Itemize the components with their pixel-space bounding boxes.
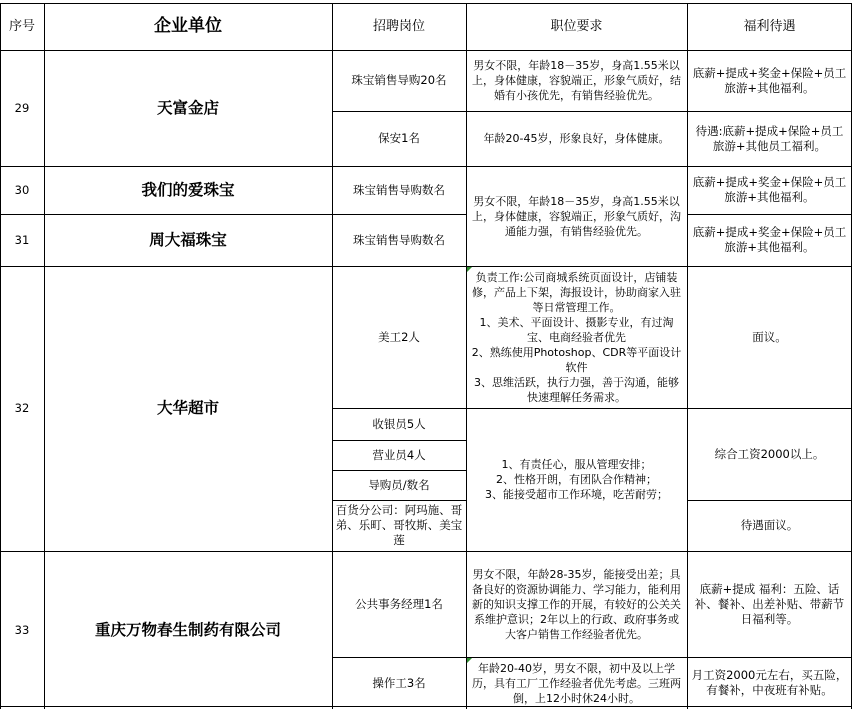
position-33-operator: 操作工3名 xyxy=(372,675,426,690)
header-benefits: 福利待遇 xyxy=(743,19,796,34)
grid-line xyxy=(332,500,466,501)
grid-line xyxy=(687,500,852,501)
requirements-33-manager: 男女不限，年龄28-35岁，能接受出差；具备良好的资源协调能力、学习能力，能利用新的知识支撑工作的开展，有较好的公关关系维护意识；2年以上的行政、政府事务或大客户销售工作经验者优先。 xyxy=(472,567,681,641)
row-no-30: 30 xyxy=(14,182,30,197)
grid-line xyxy=(0,214,466,215)
position-30: 珠宝销售导购数名 xyxy=(353,182,445,197)
header-requirements: 职位要求 xyxy=(550,19,603,34)
company-32: 大华超市 xyxy=(156,399,219,417)
row-no-33: 33 xyxy=(14,622,30,637)
benefits-33-operator: 月工资2000元左右，买五险，有餐补，中夜班有补贴。 xyxy=(691,668,848,697)
requirements-33-operator: 年龄20-40岁，男女不限，初中及以上学历，具有工厂工作经验者优先考虑。三班两倒，上12小时休24小时。 xyxy=(472,661,681,705)
row-no-29: 29 xyxy=(14,100,30,115)
benefits-29-2: 待遇:底薪+提成+保险+员工旅游+其他员工福利。 xyxy=(695,123,844,153)
company-33: 重庆万物春生制药有限公司 xyxy=(94,620,281,639)
grid-line xyxy=(44,3,45,709)
requirements-30-31: 男女不限，年龄18－35岁，身高1.55米以上，身体健康，容貌端正，形象气质好，沟通能力强，有销售经验优先。 xyxy=(472,194,681,238)
grid-line xyxy=(466,3,467,709)
position-31: 珠宝销售导购数名 xyxy=(353,232,445,247)
grid-line xyxy=(0,3,852,4)
grid-line xyxy=(687,214,852,215)
benefits-32-designer: 面议。 xyxy=(752,329,787,344)
company-30: 我们的爱珠宝 xyxy=(141,180,235,199)
header-company: 企业单位 xyxy=(154,16,222,36)
header-position: 招聘岗位 xyxy=(372,19,425,34)
comment-marker-icon xyxy=(467,267,472,272)
requirements-29-1: 男女不限，年龄18－35岁，身高1.55米以上，身体健康，容貌端正，形象气质好，结婚有小孩优先，有销售经验优先。 xyxy=(472,59,681,102)
row-no-32: 32 xyxy=(14,401,30,415)
position-32-guide: 导购员/数名 xyxy=(368,477,430,492)
benefits-32-department: 待遇面议。 xyxy=(740,518,799,532)
requirements-32-designer: 负责工作:公司商城系统页面设计，店铺装修，产品上下架，海报设计，协助商家入驻等日常管理工作。 1、美术、平面设计、摄影专业，有过淘宝、电商经验者优先 2、熟练使用Photoshop、CDR等平面设计软件 3、思维活跃，执行力强，善于沟通，能够快速理解任务需求。 xyxy=(471,270,682,404)
grid-line xyxy=(0,266,852,267)
benefits-29-1: 底薪+提成+奖金+保险+员工旅游+其他福利。 xyxy=(692,65,847,95)
grid-line xyxy=(0,706,852,707)
company-31: 周大福珠宝 xyxy=(149,230,227,249)
grid-line xyxy=(0,166,852,167)
grid-line xyxy=(332,408,852,409)
grid-line xyxy=(332,470,466,471)
requirements-32-shared: 1、有责任心，服从管理安排； 2、性格开朗，有团队合作精神； 3、能接受超市工作环境，吃苦耐劳； xyxy=(485,458,668,501)
grid-line xyxy=(332,111,852,112)
grid-line xyxy=(0,551,852,552)
position-29-1: 珠宝销售导购20名 xyxy=(351,73,447,87)
position-33-manager: 公共事务经理1名 xyxy=(355,596,443,611)
position-32-clerk: 营业员4人 xyxy=(372,447,426,462)
header-no: 序号 xyxy=(8,19,35,34)
grid-line xyxy=(687,3,688,709)
position-32-designer: 美工2人 xyxy=(378,329,420,344)
grid-line xyxy=(0,3,1,709)
benefits-32-shared: 综合工资2000以上。 xyxy=(714,446,825,461)
position-32-department: 百货分公司：阿玛施、哥弟、乐町、哥牧斯、美宝莲 xyxy=(335,503,463,547)
position-32-cashier: 收银员5人 xyxy=(372,416,426,431)
benefits-33-manager: 底薪+提成 福利：五险、话补、餐补、出差补贴、带薪节日福利等。 xyxy=(694,581,845,626)
company-29: 天富金店 xyxy=(156,98,219,117)
grid-line xyxy=(332,440,466,441)
benefits-30: 底薪+提成+奖金+保险+员工旅游+其他福利。 xyxy=(692,175,847,204)
requirements-29-2: 年龄20-45岁，形象良好，身体健康。 xyxy=(483,132,670,145)
position-29-2: 保安1名 xyxy=(378,131,420,145)
grid-line xyxy=(0,50,852,51)
grid-line xyxy=(332,657,852,658)
grid-line xyxy=(332,3,333,709)
row-no-31: 31 xyxy=(14,232,30,247)
benefits-31: 底薪+提成+奖金+保险+员工旅游+其他福利。 xyxy=(692,225,847,254)
comment-marker-icon xyxy=(467,658,472,663)
